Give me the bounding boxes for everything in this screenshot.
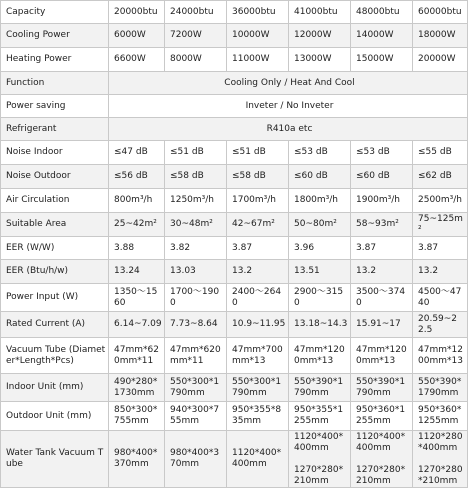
value-cell	[351, 431, 413, 488]
row-power-saving	[1, 95, 468, 118]
row-label: Power saving	[1, 95, 109, 118]
value-cell: ≤58 dB	[165, 165, 227, 189]
row-noise-outdoor	[1, 165, 468, 189]
value-cell: 47mm*1200mm*13	[289, 338, 351, 374]
value-cell: 47mm*1200mm*13	[413, 338, 468, 374]
row-label: Refrigerant	[1, 118, 109, 141]
value-cell: ≤60 dB	[289, 165, 351, 189]
value-cell: 10000W	[227, 24, 289, 48]
value-text: 1120*400*400mm 1270*280*210mm	[294, 431, 344, 486]
capacity-cell: 48000btu	[351, 1, 413, 24]
row-label: Rated Current (A)	[1, 312, 109, 338]
value-cell: ≤62 dB	[413, 165, 468, 189]
value-cell: ≤53 dB	[289, 141, 351, 165]
value-cell: 6000W	[109, 24, 165, 48]
value-cell: 50~80m²	[289, 213, 351, 237]
row-label: EER (Btu/h/w)	[1, 260, 109, 284]
row-label: Function	[1, 72, 109, 95]
value-cell: 15000W	[351, 48, 413, 72]
value-cell: 980*400*370mm	[165, 431, 227, 488]
value-cell: 6.14~7.09	[109, 312, 165, 338]
value-cell: 3.96	[289, 237, 351, 260]
value-cell: 13.2	[413, 260, 468, 284]
value-cell: 10.9~11.95	[227, 312, 289, 338]
value-cell: 20.59~22.5	[413, 312, 468, 338]
row-heating-power	[1, 48, 468, 72]
value-cell: 3.87	[413, 237, 468, 260]
value-cell: 12000W	[289, 24, 351, 48]
value-cell: 13.2	[351, 260, 413, 284]
value-cell: 13.03	[165, 260, 227, 284]
value-cell: 7.73~8.64	[165, 312, 227, 338]
value-cell: 47mm*700mm*13	[227, 338, 289, 374]
capacity-cell: 60000btu	[413, 1, 468, 24]
value-cell: 3500～3740	[351, 284, 413, 312]
value-cell: 3.82	[165, 237, 227, 260]
value-cell: ≤56 dB	[109, 165, 165, 189]
value-text: 1120*400*400mm 1270*280*210mm	[356, 431, 406, 486]
value-cell: 850*300*755mm	[109, 402, 165, 431]
row-label: Indoor Unit (mm)	[1, 374, 109, 402]
value-cell: 3.88	[109, 237, 165, 260]
value-cell: 950*360*1255mm	[351, 402, 413, 431]
value-cell: ≤53 dB	[351, 141, 413, 165]
row-eer-btu	[1, 260, 468, 284]
value-cell: ≤51 dB	[227, 141, 289, 165]
row-label: Noise Outdoor	[1, 165, 109, 189]
row-water-tank	[1, 431, 468, 488]
value-cell: 550*300*1790mm	[165, 374, 227, 402]
value-cell: ≤60 dB	[351, 165, 413, 189]
value-cell: 1250m³/h	[165, 189, 227, 213]
value-cell: 11000W	[227, 48, 289, 72]
value-cell: 42~67m²	[227, 213, 289, 237]
value-cell: 15.91~17	[351, 312, 413, 338]
value-cell: 2400～2640	[227, 284, 289, 312]
capacity-cell: 20000btu	[109, 1, 165, 24]
value-cell: 13.24	[109, 260, 165, 284]
value-cell: 47mm*620mm*11	[165, 338, 227, 374]
row-function	[1, 72, 468, 95]
capacity-cell: 36000btu	[227, 1, 289, 24]
row-capacity	[1, 1, 468, 24]
value-cell: 14000W	[351, 24, 413, 48]
value-cell: 13.2	[227, 260, 289, 284]
value-cell: 550*390*1790mm	[351, 374, 413, 402]
value-cell: 47mm*1200mm*13	[351, 338, 413, 374]
row-label: Capacity	[1, 1, 109, 24]
value-cell: 6600W	[109, 48, 165, 72]
value-cell: 940*300*755mm	[165, 402, 227, 431]
value-cell: 13.18~14.3	[289, 312, 351, 338]
row-label: Vacuum Tube (Diameter*Length*Pcs)	[1, 338, 109, 374]
value-text: 1120*280*400mm 1270*280*210mm	[418, 431, 463, 486]
value-cell: 550*300*1790mm	[227, 374, 289, 402]
row-label: Power Input (W)	[1, 284, 109, 312]
value-cell: 950*360*1255mm	[413, 402, 468, 431]
capacity-cell: 41000btu	[289, 1, 351, 24]
row-label: Air Circulation	[1, 189, 109, 213]
row-label: EER (W/W)	[1, 237, 109, 260]
row-label: Outdoor Unit (mm)	[1, 402, 109, 431]
row-cooling-power	[1, 24, 468, 48]
capacity-cell: 24000btu	[165, 1, 227, 24]
row-outdoor-unit	[1, 402, 468, 431]
value-cell: 550*390*1790mm	[289, 374, 351, 402]
row-label: Water Tank Vacuum Tube	[1, 431, 109, 488]
row-vacuum-tube	[1, 338, 468, 374]
row-label: Suitable Area	[1, 213, 109, 237]
value-cell: 13000W	[289, 48, 351, 72]
value-cell: 1700m³/h	[227, 189, 289, 213]
row-suitable-area	[1, 213, 468, 237]
value-cell: 3.87	[227, 237, 289, 260]
value-cell: 7200W	[165, 24, 227, 48]
row-label: Cooling Power	[1, 24, 109, 48]
value-cell: 950*355*835mm	[227, 402, 289, 431]
value-cell: ≤55 dB	[413, 141, 468, 165]
merged-value-cell: Inveter / No Inveter	[109, 95, 468, 118]
value-cell	[413, 431, 468, 488]
row-label: Heating Power	[1, 48, 109, 72]
value-cell: 2500m³/h	[413, 189, 468, 213]
value-cell: 980*400*370mm	[109, 431, 165, 488]
row-air-circulation	[1, 189, 468, 213]
row-power-input	[1, 284, 468, 312]
value-cell: 1120*400*400mm	[227, 431, 289, 488]
value-cell: 8000W	[165, 48, 227, 72]
row-noise-indoor	[1, 141, 468, 165]
row-label: Noise Indoor	[1, 141, 109, 165]
value-cell: 13.51	[289, 260, 351, 284]
value-cell: 30~48m²	[165, 213, 227, 237]
value-cell: 800m³/h	[109, 189, 165, 213]
merged-value-cell: R410a etc	[109, 118, 468, 141]
value-cell: 2900～3150	[289, 284, 351, 312]
value-cell: 950*355*1255mm	[289, 402, 351, 431]
value-cell: 20000W	[413, 48, 468, 72]
merged-value-cell: Cooling Only / Heat And Cool	[109, 72, 468, 95]
row-eer-ww	[1, 237, 468, 260]
value-cell: 75~125m²	[413, 213, 468, 237]
value-cell: 490*280*1730mm	[109, 374, 165, 402]
row-rated-current	[1, 312, 468, 338]
value-cell: 550*390*1790mm	[413, 374, 468, 402]
value-cell: ≤58 dB	[227, 165, 289, 189]
value-cell: 25~42m²	[109, 213, 165, 237]
value-cell: 18000W	[413, 24, 468, 48]
value-cell: 4500～4740	[413, 284, 468, 312]
value-cell: ≤51 dB	[165, 141, 227, 165]
row-refrigerant	[1, 118, 468, 141]
value-cell: 58~93m²	[351, 213, 413, 237]
value-cell: 1700～1900	[165, 284, 227, 312]
value-cell: 47mm*620mm*11	[109, 338, 165, 374]
value-cell: 1900m³/h	[351, 189, 413, 213]
value-cell: 1800m³/h	[289, 189, 351, 213]
value-cell: 1350～1560	[109, 284, 165, 312]
row-indoor-unit	[1, 374, 468, 402]
value-cell	[289, 431, 351, 488]
value-cell: 3.87	[351, 237, 413, 260]
value-cell: ≤47 dB	[109, 141, 165, 165]
